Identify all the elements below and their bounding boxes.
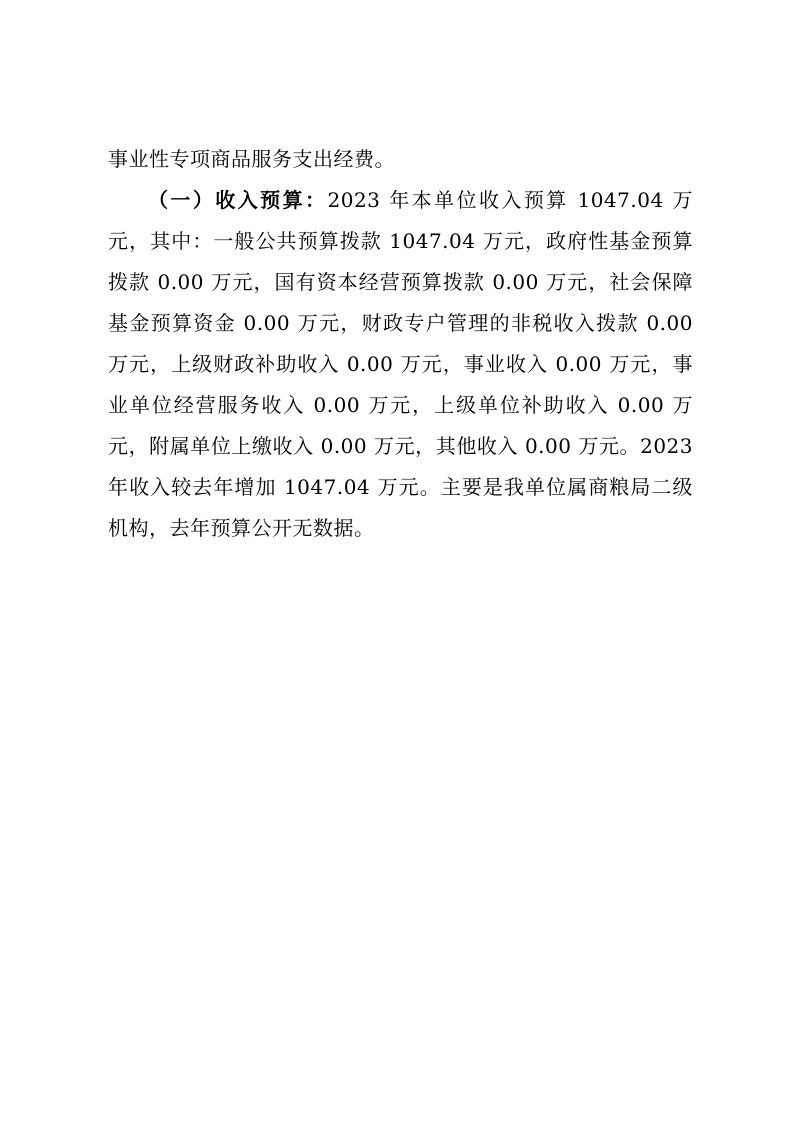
paragraph-continuation <box>108 139 693 180</box>
document-body <box>108 139 693 549</box>
section-heading: （一）收入预算： <box>148 188 328 212</box>
paragraph-text: 2023 年本单位收入预算 1047.04 万元，其中：一般公共预算拨款 1047.04 万元，政府性基金预算拨款 0.00 万元，国有资本经营预算拨款 0.00 万元，社会保障基金预算资金 0.00 万元，财政专户管理的非税收入拨款 0.00 万元，上级财政补助收入 0.00 万元，事业收入 0.00 万元，事业单位经营服务收入 0.00 万元，上级单位补助收入 0.00 万元，附属单位上缴收入 0.00 万元，其他收入 0.00 万元。2023 年收入较去年增加 1047.04 万元。主要是我单位属商粮局二级机构，去年预算公开无数据。 <box>108 188 693 540</box>
paragraph-income-budget <box>108 180 693 549</box>
paragraph-text: 事业性专项商品服务支出经费。 <box>108 147 395 171</box>
